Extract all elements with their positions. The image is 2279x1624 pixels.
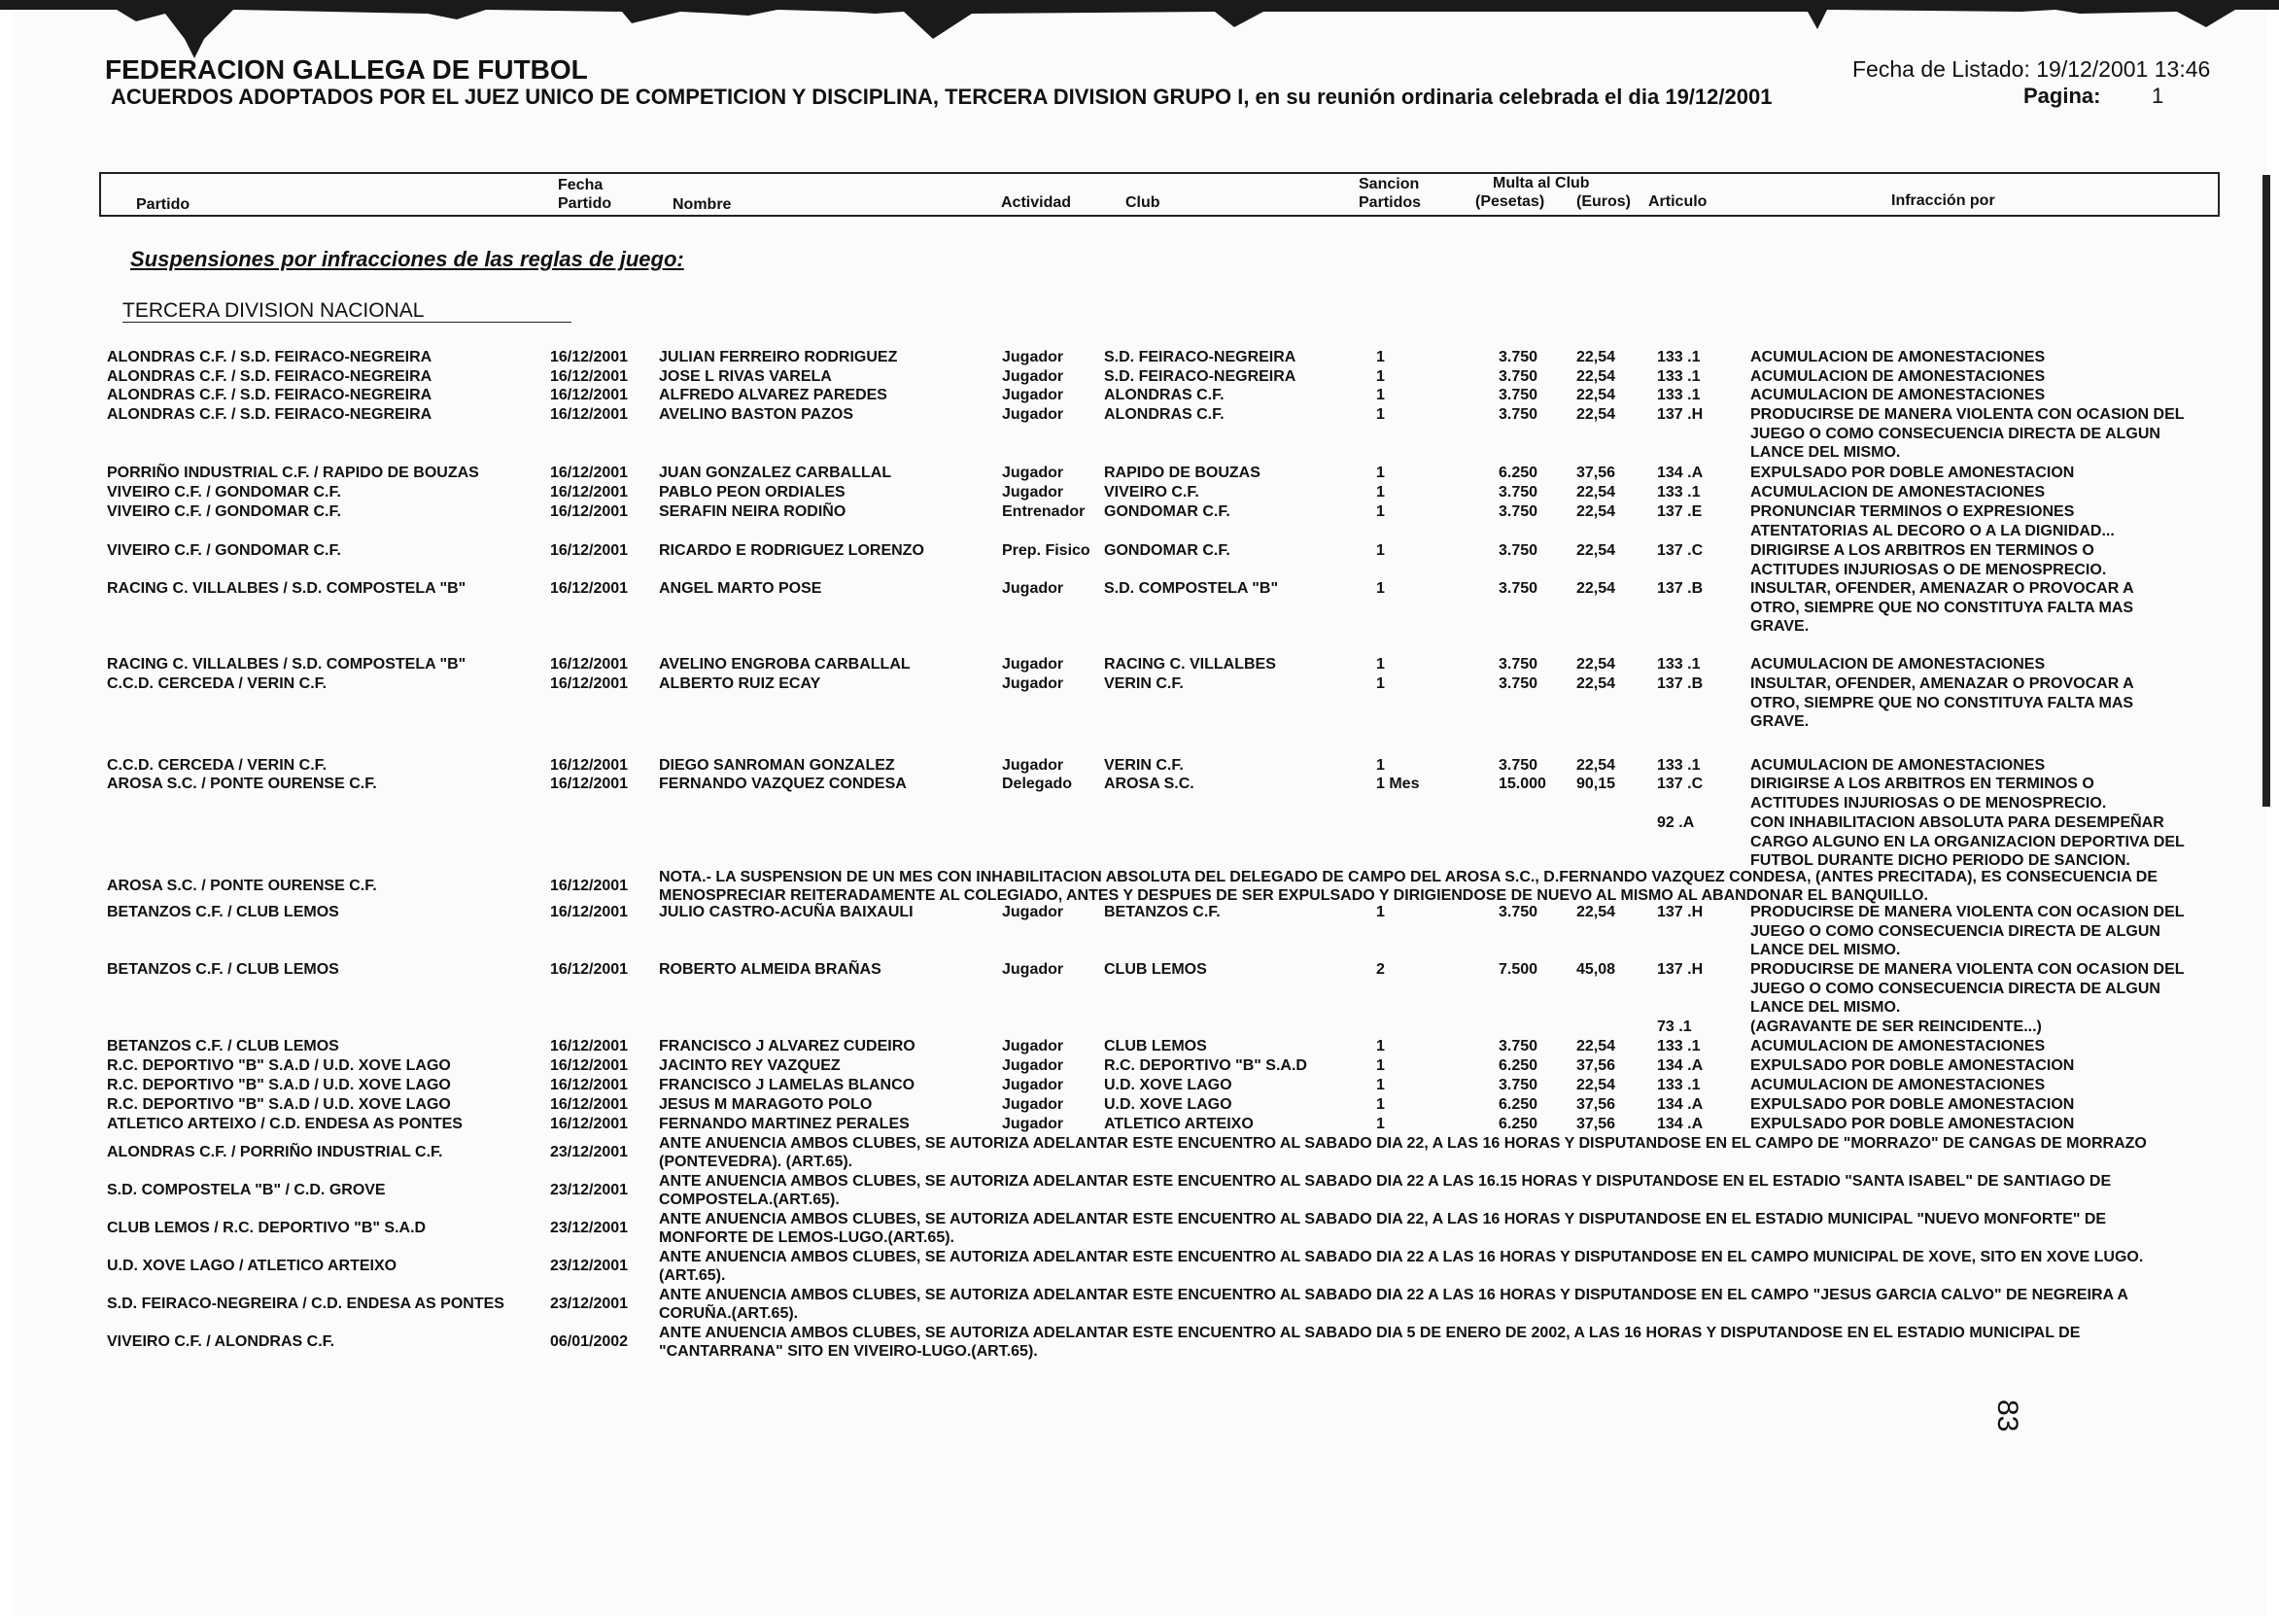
cell-infraccion-line: GRAVE. [1750,618,1810,635]
cell-sancion: 1 [1376,757,1385,774]
cell-sancion: 1 [1376,904,1385,920]
cell-partido: R.C. DEPORTIVO "B" S.A.D / U.D. XOVE LAGO [107,1077,451,1093]
cell-articulo: 133 .1 [1657,349,1701,365]
scan-edge-shadow [2262,175,2270,807]
cell-partido: BETANZOS C.F. / CLUB LEMOS [107,904,339,920]
cell-actividad: Jugador [1002,904,1064,920]
cell-nombre: ALFREDO ALVAREZ PAREDES [659,387,887,403]
cell-sancion: 1 [1376,387,1385,403]
cell-infraccion-line: ACUMULACION DE AMONESTACIONES [1750,1038,2046,1054]
note-fecha: 23/12/2001 [550,1220,629,1236]
cell-sancion: 1 [1376,675,1385,692]
cell-actividad: Entrenador [1002,503,1086,520]
cell-partido: RACING C. VILLALBES / S.D. COMPOSTELA "B" [107,656,466,673]
cell-club: VERIN C.F. [1104,675,1184,692]
cell-euros: 37,56 [1576,1116,1616,1132]
cell-pesetas: 3.750 [1499,580,1538,597]
cell-club: S.D. FEIRACO-NEGREIRA [1104,349,1296,365]
note-text: ANTE ANUENCIA AMBOS CLUBES, SE AUTORIZA ADELANTAR ESTE ENCUENTRO AL SABADO DIA 22 A LAS 16 HORAS Y DISPUTANDOSE EN EL CAMPO MUNICIPAL DE XOVE, SITO EN XOVE LUGO.(ART.65). [659,1249,2144,1284]
cell-fecha: 16/12/2001 [550,1038,629,1054]
cell-euros: 22,54 [1576,368,1616,385]
cell-infraccion-line: ACTITUDES INJURIOSAS O DE MENOSPRECIO. [1750,794,2107,812]
cell-nombre: JULIO CASTRO-ACUÑA BAIXAULI [659,904,914,920]
cell-nombre: RICARDO E RODRIGUEZ LORENZO [659,542,924,559]
cell-infraccion-line: (AGRAVANTE DE SER REINCIDENTE...) [1750,1019,2042,1035]
cell-sancion: 1 Mes [1376,776,1420,792]
cell-euros: 37,56 [1576,1096,1616,1113]
cell-nombre: ALBERTO RUIZ ECAY [659,675,821,692]
cell-infraccion-line: ACUMULACION DE AMONESTACIONES [1750,387,2046,403]
note-fecha: 23/12/2001 [550,1258,629,1274]
cell-sancion: 1 [1376,1116,1385,1132]
cell-club: U.D. XOVE LAGO [1104,1096,1232,1113]
cell-infraccion-line: GRAVE. [1750,713,1810,730]
note-fecha: 16/12/2001 [550,878,629,894]
cell-club: ATLETICO ARTEIXO [1104,1116,1254,1132]
cell-club: S.D. COMPOSTELA "B" [1104,580,1279,597]
cell-actividad: Jugador [1002,387,1064,403]
cell-nombre: AVELINO BASTON PAZOS [659,406,854,423]
cell-sancion: 1 [1376,1038,1385,1054]
cell-articulo: 134 .A [1657,465,1704,481]
cell-nombre: JESUS M MARAGOTO POLO [659,1096,873,1113]
cell-pesetas: 6.250 [1499,1096,1538,1113]
cell-sancion: 1 [1376,484,1385,501]
cell-pesetas: 6.250 [1499,1057,1538,1074]
cell-fecha: 16/12/2001 [550,465,629,481]
cell-actividad: Jugador [1002,406,1064,423]
page-label: Pagina: [2023,84,2101,108]
cell-articulo: 137 .H [1657,406,1704,423]
note-text: ANTE ANUENCIA AMBOS CLUBES, SE AUTORIZA ADELANTAR ESTE ENCUENTRO AL SABADO DIA 22, A LAS 16 HORAS Y DISPUTANDOSE EN EL CAMPO DE "MORRAZO" DE CANGAS DE MORRAZO (PONTEVEDRA). (ART.65). [659,1135,2147,1170]
cell-sancion: 1 [1376,465,1385,481]
cell-euros: 22,54 [1576,580,1616,597]
cell-fecha: 16/12/2001 [550,542,629,559]
cell-fecha: 16/12/2001 [550,1116,629,1132]
cell-euros: 22,54 [1576,484,1616,501]
cell-euros: 45,08 [1576,961,1616,978]
note-partido: AROSA S.C. / PONTE OURENSE C.F. [107,878,377,894]
cell-infraccion-line: LANCE DEL MISMO. [1750,999,1901,1016]
cell-euros: 22,54 [1576,1038,1616,1054]
cell-pesetas: 3.750 [1499,656,1538,673]
cell-nombre: PABLO PEON ORDIALES [659,484,846,501]
cell-articulo: 133 .1 [1657,656,1701,673]
cell-pesetas: 7.500 [1499,961,1538,978]
cell-fecha: 16/12/2001 [550,349,629,365]
cell-pesetas: 3.750 [1499,542,1538,559]
cell-nombre: FRANCISCO J ALVAREZ CUDEIRO [659,1038,915,1054]
cell-sancion: 1 [1376,368,1385,385]
cell-euros: 37,56 [1576,465,1616,481]
cell-partido: BETANZOS C.F. / CLUB LEMOS [107,961,339,978]
note-text: ANTE ANUENCIA AMBOS CLUBES, SE AUTORIZA ADELANTAR ESTE ENCUENTRO AL SABADO DIA 5 DE ENERO DE 2002, A LAS 16 HORAS Y DISPUTANDOSE EN EL ESTADIO MUNICIPAL DE "CANTARRANA" SITO EN VIVEIRO-LUGO.(ART.65). [659,1325,2081,1360]
col-euros: (Euros) [1576,193,1631,210]
cell-euros: 22,54 [1576,503,1616,520]
cell-actividad: Jugador [1002,349,1064,365]
cell-partido: ALONDRAS C.F. / S.D. FEIRACO-NEGREIRA [107,368,432,385]
cell-club: S.D. FEIRACO-NEGREIRA [1104,368,1296,385]
cell-actividad: Jugador [1002,465,1064,481]
side-page-number: 83 [1991,1399,2023,1433]
note-text: ANTE ANUENCIA AMBOS CLUBES, SE AUTORIZA ADELANTAR ESTE ENCUENTRO AL SABADO DIA 22 A LAS 16.15 HORAS Y DISPUTANDOSE EN EL ESTADIO "SANTA ISABEL" DE SANTIAGO DE COMPOSTELA.(ART.65). [659,1173,2112,1208]
cell-infraccion-line: DIRIGIRSE A LOS ARBITROS EN TERMINOS O [1750,542,2094,559]
cell-actividad: Jugador [1002,757,1064,774]
note-fecha: 23/12/2001 [550,1144,629,1160]
cell-club: VERIN C.F. [1104,757,1184,774]
cell-club: CLUB LEMOS [1104,961,1207,978]
cell-club: GONDOMAR C.F. [1104,542,1230,559]
cell-nombre: JULIAN FERREIRO RODRIGUEZ [659,349,898,365]
cell-nombre: FERNANDO VAZQUEZ CONDESA [659,776,907,792]
cell-euros: 22,54 [1576,757,1616,774]
cell-pesetas: 3.750 [1499,484,1538,501]
cell-infraccion-line: LANCE DEL MISMO. [1750,444,1901,461]
col-club: Club [1125,194,1160,211]
cell-infraccion-line: LANCE DEL MISMO. [1750,942,1901,958]
cell-articulo: 133 .1 [1657,757,1701,774]
cell-nombre: ROBERTO ALMEIDA BRAÑAS [659,961,881,978]
cell-fecha: 16/12/2001 [550,961,629,978]
cell-sancion: 1 [1376,349,1385,365]
cell-club: U.D. XOVE LAGO [1104,1077,1232,1093]
cell-partido: C.C.D. CERCEDA / VERIN C.F. [107,675,328,692]
cell-actividad: Jugador [1002,961,1064,978]
cell-articulo: 133 .1 [1657,368,1701,385]
cell-infraccion-line: OTRO, SIEMPRE QUE NO CONSTITUYA FALTA MAS [1750,599,2134,616]
col-actividad: Actividad [1001,194,1072,211]
cell-sancion: 1 [1376,542,1385,559]
cell-infraccion-line: EXPULSADO POR DOBLE AMONESTACION [1750,1096,2075,1113]
cell-infraccion-line: ACUMULACION DE AMONESTACIONES [1750,1077,2046,1093]
cell-articulo: 137 .B [1657,675,1704,692]
torn-top-edge [0,0,2279,58]
note-partido: U.D. XOVE LAGO / ATLETICO ARTEIXO [107,1258,397,1274]
cell-sancion: 1 [1376,656,1385,673]
note-partido: ALONDRAS C.F. / PORRIÑO INDUSTRIAL C.F. [107,1144,443,1160]
cell-club: RACING C. VILLALBES [1104,656,1276,673]
cell-infraccion-line: OTRO, SIEMPRE QUE NO CONSTITUYA FALTA MAS [1750,694,2134,711]
cell-infraccion-line: EXPULSADO POR DOBLE AMONESTACION [1750,1057,2075,1074]
cell-infraccion-line: JUEGO O COMO CONSECUENCIA DIRECTA DE ALGUN [1750,425,2160,442]
cell-articulo: 137 .C [1657,776,1704,792]
cell-euros: 90,15 [1576,776,1616,792]
division-title: TERCERA DIVISION NACIONAL [122,299,425,322]
cell-infraccion-line: PRODUCIRSE DE MANERA VIOLENTA CON OCASION DEL [1750,961,2185,978]
cell-partido: R.C. DEPORTIVO "B" S.A.D / U.D. XOVE LAGO [107,1096,451,1113]
cell-sancion: 1 [1376,1077,1385,1093]
cell-club: VIVEIRO C.F. [1104,484,1199,501]
cell-actividad: Jugador [1002,580,1064,597]
cell-actividad: Jugador [1002,1038,1064,1054]
cell-fecha: 16/12/2001 [550,387,629,403]
federation-title: FEDERACION GALLEGA DE FUTBOL [105,54,588,85]
cell-actividad: Jugador [1002,656,1064,673]
cell-nombre: FRANCISCO J LAMELAS BLANCO [659,1077,915,1093]
agreements-subtitle: ACUERDOS ADOPTADOS POR EL JUEZ UNICO DE COMPETICION Y DISCIPLINA, TERCERA DIVISION GRUPO I, en su reunión ordinaria celebrada el dia 19/12/2001 [111,85,1773,109]
cell-club: GONDOMAR C.F. [1104,503,1230,520]
cell-club: CLUB LEMOS [1104,1038,1207,1054]
cell-sancion: 1 [1376,1057,1385,1074]
cell-infraccion-line: PRONUNCIAR TERMINOS O EXPRESIONES [1750,503,2075,520]
cell-partido: C.C.D. CERCEDA / VERIN C.F. [107,757,328,774]
note-fecha: 23/12/2001 [550,1296,629,1312]
cell-sancion: 2 [1376,961,1385,978]
col-articulo: Articulo [1648,193,1708,210]
cell-fecha: 16/12/2001 [550,776,629,792]
cell-sancion: 1 [1376,503,1385,520]
cell-partido: PORRIÑO INDUSTRIAL C.F. / RAPIDO DE BOUZAS [107,465,479,481]
cell-club: RAPIDO DE BOUZAS [1104,465,1260,481]
cell-euros: 22,54 [1576,675,1616,692]
col-pesetas: (Pesetas) [1475,193,1545,210]
cell-infraccion-line: PRODUCIRSE DE MANERA VIOLENTA CON OCASION DEL [1750,904,2185,920]
cell-pesetas: 3.750 [1499,904,1538,920]
col-sancion-bottom: Partidos [1359,194,1422,211]
cell-nombre: JOSE L RIVAS VARELA [659,368,832,385]
cell-euros: 22,54 [1576,387,1616,403]
cell-pesetas: 3.750 [1499,757,1538,774]
cell-actividad: Jugador [1002,1057,1064,1074]
cell-euros: 37,56 [1576,1057,1616,1074]
cell-articulo: 137 .H [1657,904,1704,920]
cell-infraccion-line: JUEGO O COMO CONSECUENCIA DIRECTA DE ALGUN [1750,980,2160,997]
cell-articulo: 137 .B [1657,580,1704,597]
cell-actividad: Jugador [1002,675,1064,692]
cell-articulo: 134 .A [1657,1096,1704,1113]
cell-articulo: 73 .1 [1657,1019,1692,1035]
cell-infraccion-line: INSULTAR, OFENDER, AMENAZAR O PROVOCAR A [1750,675,2134,692]
cell-infraccion-line: EXPULSADO POR DOBLE AMONESTACION [1750,1116,2075,1132]
cell-pesetas: 3.750 [1499,368,1538,385]
cell-fecha: 16/12/2001 [550,503,629,520]
cell-articulo: 137 .C [1657,542,1704,559]
cell-articulo: 137 .E [1657,503,1703,520]
cell-infraccion-line: ACUMULACION DE AMONESTACIONES [1750,656,2046,673]
cell-club: R.C. DEPORTIVO "B" S.A.D [1104,1057,1307,1074]
cell-infraccion-line: CON INHABILITACION ABSOLUTA PARA DESEMPEÑAR [1750,814,2164,831]
col-sancion-top: Sancion [1359,176,1420,192]
cell-club: BETANZOS C.F. [1104,904,1221,920]
cell-fecha: 16/12/2001 [550,656,629,673]
cell-infraccion-line: INSULTAR, OFENDER, AMENAZAR O PROVOCAR A [1750,580,2134,597]
cell-nombre: JUAN GONZALEZ CARBALLAL [659,465,892,481]
cell-partido: BETANZOS C.F. / CLUB LEMOS [107,1038,339,1054]
cell-nombre: AVELINO ENGROBA CARBALLAL [659,656,911,673]
cell-pesetas: 3.750 [1499,503,1538,520]
cell-actividad: Jugador [1002,1077,1064,1093]
note-partido: CLUB LEMOS / R.C. DEPORTIVO "B" S.A.D [107,1220,427,1236]
cell-sancion: 1 [1376,1096,1385,1113]
cell-partido: ALONDRAS C.F. / S.D. FEIRACO-NEGREIRA [107,406,432,423]
cell-pesetas: 3.750 [1499,1038,1538,1054]
cell-infraccion-line: ATENTATORIAS AL DECORO O A LA DIGNIDAD... [1750,522,2115,539]
cell-sancion: 1 [1376,406,1385,423]
col-partido: Partido [136,196,190,213]
cell-partido: VIVEIRO C.F. / GONDOMAR C.F. [107,542,341,559]
note-text: ANTE ANUENCIA AMBOS CLUBES, SE AUTORIZA ADELANTAR ESTE ENCUENTRO AL SABADO DIA 22 A LAS 16 HORAS Y DISPUTANDOSE EN EL CAMPO "JESUS GARCIA CALVO" DE NEGREIRA A CORUÑA.(ART.65). [659,1287,2128,1322]
cell-actividad: Jugador [1002,484,1064,501]
cell-nombre: DIEGO SANROMAN GONZALEZ [659,757,895,774]
cell-euros: 22,54 [1576,542,1616,559]
col-fecha-top: Fecha [558,177,604,193]
cell-sancion: 1 [1376,580,1385,597]
cell-fecha: 16/12/2001 [550,1077,629,1093]
cell-pesetas: 3.750 [1499,1077,1538,1093]
cell-partido: VIVEIRO C.F. / GONDOMAR C.F. [107,484,341,501]
cell-euros: 22,54 [1576,904,1616,920]
col-nombre: Nombre [673,196,732,213]
cell-fecha: 16/12/2001 [550,675,629,692]
cell-euros: 22,54 [1576,406,1616,423]
cell-euros: 22,54 [1576,349,1616,365]
cell-euros: 22,54 [1576,1077,1616,1093]
cell-infraccion-line: DIRIGIRSE A LOS ARBITROS EN TERMINOS O [1750,776,2094,792]
cell-articulo: 133 .1 [1657,387,1701,403]
cell-partido: ALONDRAS C.F. / S.D. FEIRACO-NEGREIRA [107,387,432,403]
cell-pesetas: 3.750 [1499,406,1538,423]
cell-actividad: Delegado [1002,776,1073,792]
cell-infraccion-line: EXPULSADO POR DOBLE AMONESTACION [1750,465,2075,481]
cell-partido: AROSA S.C. / PONTE OURENSE C.F. [107,776,377,792]
cell-partido: R.C. DEPORTIVO "B" S.A.D / U.D. XOVE LAGO [107,1057,451,1074]
cell-infraccion-line: FUTBOL DURANTE DICHO PERIODO DE SANCION. [1750,852,2130,869]
cell-pesetas: 6.250 [1499,465,1538,481]
cell-nombre: ANGEL MARTO POSE [659,580,822,597]
cell-articulo: 133 .1 [1657,484,1701,501]
cell-partido: ALONDRAS C.F. / S.D. FEIRACO-NEGREIRA [107,349,432,365]
cell-infraccion-line: ACTITUDES INJURIOSAS O DE MENOSPRECIO. [1750,561,2107,578]
section-title: Suspensiones por infracciones de las reglas de juego: [130,247,684,271]
cell-fecha: 16/12/2001 [550,1057,629,1074]
cell-fecha: 16/12/2001 [550,580,629,597]
cell-fecha: 16/12/2001 [550,368,629,385]
cell-infraccion-line: ACUMULACION DE AMONESTACIONES [1750,368,2046,385]
cell-articulo: 92 .A [1657,814,1695,831]
cell-pesetas: 6.250 [1499,1116,1538,1132]
note-text: NOTA.- LA SUSPENSION DE UN MES CON INHABILITACION ABSOLUTA DEL DELEGADO DE CAMPO DEL AROSA S.C., D.FERNANDO VAZQUEZ CONDESA, (ANTES PRECITADA), ES CONSECUENCIA DE MENOSPRECIAR REITERADAMENTE AL COLEGIADO, ANTES Y DESPUES DE SER EXPULSADO Y DIRIGIENDOSE DE NUEVO AL MISMO AL ABANDONAR EL BANQUILLO. [659,869,2158,904]
cell-infraccion-line: ACUMULACION DE AMONESTACIONES [1750,349,2046,365]
cell-articulo: 133 .1 [1657,1038,1701,1054]
cell-pesetas: 15.000 [1499,776,1546,792]
cell-partido: VIVEIRO C.F. / GONDOMAR C.F. [107,503,341,520]
cell-infraccion-line: CARGO ALGUNO EN LA ORGANIZACION DEPORTIVA DEL [1750,833,2185,850]
note-partido: S.D. COMPOSTELA "B" / C.D. GROVE [107,1182,386,1198]
listing-date: Fecha de Listado: 19/12/2001 13:46 [1852,56,2211,82]
cell-actividad: Jugador [1002,1096,1064,1113]
note-partido: S.D. FEIRACO-NEGREIRA / C.D. ENDESA AS PONTES [107,1296,504,1312]
cell-club: ALONDRAS C.F. [1104,406,1225,423]
cell-club: ALONDRAS C.F. [1104,387,1225,403]
note-text: ANTE ANUENCIA AMBOS CLUBES, SE AUTORIZA ADELANTAR ESTE ENCUENTRO AL SABADO DIA 22, A LAS 16 HORAS Y DISPUTANDOSE EN EL ESTADIO MUNICIPAL "NUEVO MONFORTE" DE MONFORTE DE LEMOS-LUGO.(ART.65). [659,1211,2107,1246]
cell-partido: ATLETICO ARTEIXO / C.D. ENDESA AS PONTES [107,1116,463,1132]
page-number: 1 [2152,84,2164,108]
cell-pesetas: 3.750 [1499,349,1538,365]
col-fecha-bottom: Partido [558,195,612,212]
cell-actividad: Jugador [1002,1116,1064,1132]
cell-infraccion-line: JUEGO O COMO CONSECUENCIA DIRECTA DE ALGUN [1750,922,2160,940]
cell-fecha: 16/12/2001 [550,406,629,423]
cell-infraccion-line: ACUMULACION DE AMONESTACIONES [1750,757,2046,774]
cell-articulo: 134 .A [1657,1116,1704,1132]
cell-fecha: 16/12/2001 [550,757,629,774]
cell-infraccion-line: PRODUCIRSE DE MANERA VIOLENTA CON OCASION DEL [1750,406,2185,423]
cell-articulo: 133 .1 [1657,1077,1701,1093]
cell-pesetas: 3.750 [1499,387,1538,403]
cell-fecha: 16/12/2001 [550,484,629,501]
cell-nombre: JACINTO REY VAZQUEZ [659,1057,841,1074]
cell-articulo: 137 .H [1657,961,1704,978]
cell-club: AROSA S.C. [1104,776,1194,792]
cell-fecha: 16/12/2001 [550,1096,629,1113]
col-multa-top: Multa al Club [1493,175,1590,191]
cell-actividad: Jugador [1002,368,1064,385]
col-infraccion: Infracción por [1891,192,1995,209]
cell-fecha: 16/12/2001 [550,904,629,920]
cell-nombre: SERAFIN NEIRA RODIÑO [659,503,846,520]
note-partido: VIVEIRO C.F. / ALONDRAS C.F. [107,1333,335,1350]
cell-infraccion-line: ACUMULACION DE AMONESTACIONES [1750,484,2046,501]
note-fecha: 06/01/2002 [550,1333,629,1350]
cell-articulo: 134 .A [1657,1057,1704,1074]
division-underline [122,322,571,323]
cell-partido: RACING C. VILLALBES / S.D. COMPOSTELA "B" [107,580,466,597]
cell-pesetas: 3.750 [1499,675,1538,692]
cell-nombre: FERNANDO MARTINEZ PERALES [659,1116,910,1132]
note-fecha: 23/12/2001 [550,1182,629,1198]
cell-actividad: Prep. Fisico [1002,542,1090,559]
cell-euros: 22,54 [1576,656,1616,673]
